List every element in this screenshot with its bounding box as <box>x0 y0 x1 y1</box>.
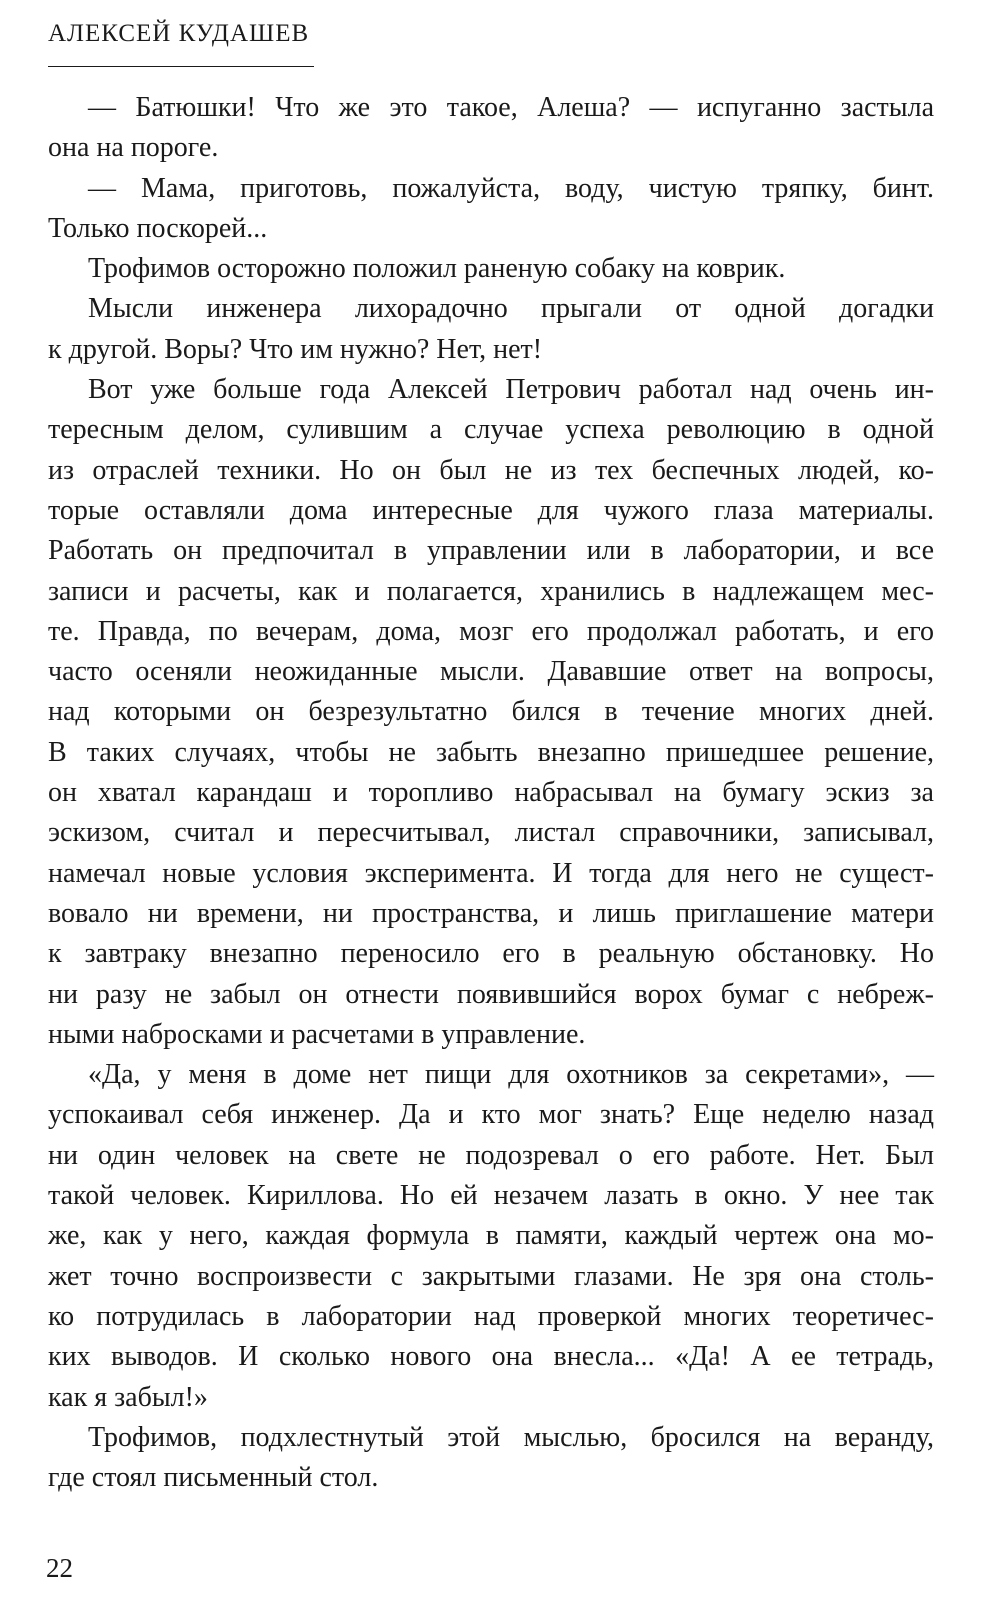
text-line: она на пороге. <box>48 132 219 164</box>
text-line: тересным делом, сулившим а случае успеха революцию в одной <box>48 414 934 446</box>
text-line: как я забыл!» <box>48 1381 208 1413</box>
text-line: Трофимов осторожно положил раненую собаку на коврик. <box>88 253 786 285</box>
text-line: ко потрудилась в лаборатории над проверкой многих теоретичес- <box>48 1300 934 1332</box>
text-line: часто осеняли неожиданные мысли. Дававшие ответ на вопросы, <box>48 656 934 688</box>
text-line: ких выводов. И сколько нового она внесла... «Да! А ее тетрадь, <box>48 1341 934 1373</box>
text-line: намечал новые условия эксперимента. И тогда для него не сущест- <box>48 857 934 889</box>
text-line: жет точно воспроизвести с закрытыми глазами. Не зря она столь- <box>48 1260 934 1292</box>
text-line: к другой. Воры? Что им нужно? Нет, нет! <box>48 333 543 365</box>
text-line: ни разу не забыл он отнести появившийся ворох бумаг с небреж- <box>48 978 934 1010</box>
text-line: эскизом, считал и пересчитывал, листал справочники, записывал, <box>48 817 934 849</box>
text-line: — Мама, приготовь, пожалуйста, воду, чистую тряпку, бинт. <box>88 172 934 204</box>
page-number: 22 <box>46 1553 73 1583</box>
text-line: где стоял письменный стол. <box>48 1462 379 1494</box>
body-text <box>48 88 934 1498</box>
text-line: вовало ни времени, ни пространства, и лишь приглашение матери <box>48 897 934 929</box>
text-line: Трофимов, подхлестнутый этой мыслью, бросился на веранду, <box>88 1421 934 1453</box>
text-line: «Да, у меня в доме нет пищи для охотников за секретами», — <box>88 1059 934 1091</box>
text-line: записи и расчеты, как и полагается, хранились в надлежащем мес- <box>48 575 934 607</box>
text-line: Только поскорей... <box>48 212 268 244</box>
text-line: из отраслей техники. Но он был не из тех беспечных людей, ко- <box>48 454 934 486</box>
text-line: к завтраку внезапно переносило его в реальную обстановку. Но <box>48 938 934 970</box>
text-line: В таких случаях, чтобы не забыть внезапно пришедшее решение, <box>48 736 934 768</box>
text-line: он хватал карандаш и торопливо набрасывал на бумагу эскиз за <box>48 777 934 809</box>
text-line: Работать он предпочитал в управлении или в лаборатории, и все <box>48 535 934 567</box>
text-line: ными набросками и расчетами в управление. <box>48 1018 586 1050</box>
header-underline <box>48 66 314 67</box>
text-line: же, как у него, каждая формула в памяти, каждый чертеж она мо- <box>48 1220 934 1252</box>
running-header: АЛЕКСЕЙ КУДАШЕВ <box>48 20 310 47</box>
text-line: над которыми он безрезультатно бился в течение многих дней. <box>48 696 934 728</box>
text-line: Мысли инженера лихорадочно прыгали от одной догадки <box>88 293 934 325</box>
text-line: ни один человек на свете не подозревал о его работе. Нет. Был <box>48 1139 934 1171</box>
text-line: Вот уже больше года Алексей Петрович работал над очень ин- <box>88 374 934 406</box>
text-line: — Батюшки! Что же это такое, Алеша? — испуганно застыла <box>88 92 934 123</box>
text-line: успокаивал себя инженер. Да и кто мог знать? Еще неделю назад <box>48 1099 934 1131</box>
text-line: те. Правда, по вечерам, дома, мозг его продолжал работать, и его <box>48 615 934 647</box>
text-line: торые оставляли дома интересные для чужого глаза материалы. <box>48 494 934 526</box>
text-line: такой человек. Кириллова. Но ей незачем лазать в окно. У нее так <box>48 1180 934 1212</box>
